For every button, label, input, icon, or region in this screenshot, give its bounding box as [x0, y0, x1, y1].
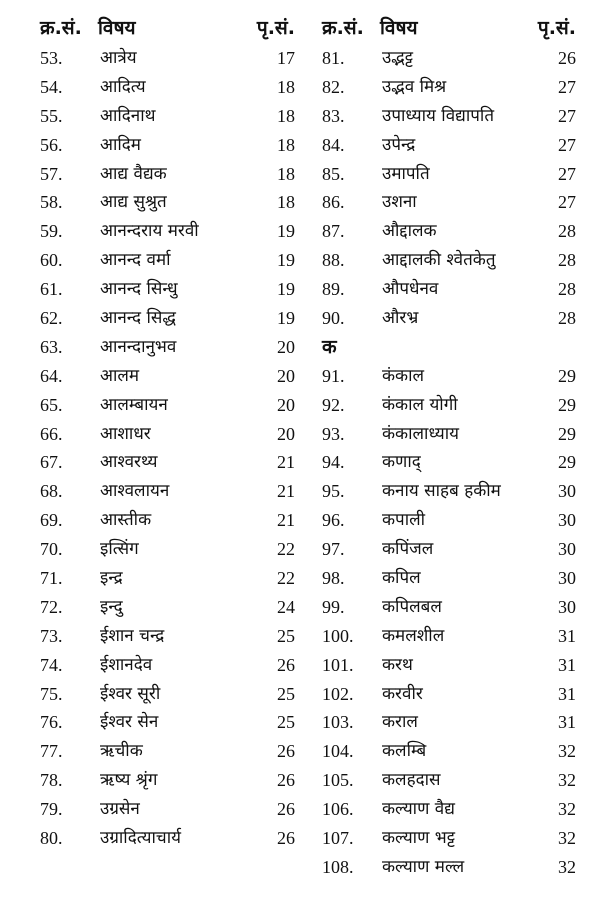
entry-page: 27 — [558, 163, 576, 184]
index-entry — [322, 73, 576, 102]
entry-subject: कलहदास — [382, 770, 441, 791]
entry-page: 22 — [277, 568, 295, 589]
index-entry — [322, 622, 576, 651]
entry-page: 18 — [277, 134, 295, 155]
entry-page: 19 — [277, 279, 295, 300]
entry-page: 28 — [558, 279, 576, 300]
entry-number: 57. — [40, 163, 63, 184]
entry-number: 59. — [40, 221, 63, 242]
entry-page: 29 — [558, 365, 576, 386]
entry-number: 80. — [40, 828, 63, 849]
subject-heading: विषय — [98, 17, 136, 39]
entry-number: 108. — [322, 856, 354, 877]
entry-subject: कमलशील — [382, 625, 445, 646]
entry-page: 30 — [558, 596, 576, 617]
index-entry — [322, 448, 576, 477]
entry-page: 30 — [558, 510, 576, 531]
entry-page: 26 — [277, 799, 295, 820]
index-column-left — [40, 14, 295, 853]
entry-number: 105. — [322, 770, 354, 791]
index-entry — [322, 737, 576, 766]
entry-subject: आदिम — [100, 134, 141, 155]
entry-page: 25 — [277, 625, 295, 646]
index-column-right — [322, 14, 576, 882]
entry-page: 26 — [277, 741, 295, 762]
entry-page: 27 — [558, 192, 576, 213]
section-heading — [322, 333, 576, 362]
entry-page: 30 — [558, 539, 576, 560]
index-entry — [40, 275, 295, 304]
entry-subject: आद्दालकी श्वेतकेतु — [382, 250, 496, 271]
index-entry — [40, 593, 295, 622]
index-entry — [40, 766, 295, 795]
entry-page: 19 — [277, 250, 295, 271]
index-entry — [322, 795, 576, 824]
index-entry — [40, 391, 295, 420]
entry-page: 17 — [277, 48, 295, 68]
entry-number: 60. — [40, 250, 63, 271]
index-entry — [40, 246, 295, 275]
index-entry — [322, 362, 576, 391]
entry-page: 32 — [558, 770, 576, 791]
index-entry — [40, 102, 295, 131]
index-entry — [40, 737, 295, 766]
entry-number: 100. — [322, 625, 354, 646]
entry-page: 21 — [277, 481, 295, 502]
index-entry — [40, 795, 295, 824]
entry-page: 30 — [558, 568, 576, 589]
entry-subject: कल्याण मल्ल — [382, 856, 465, 877]
entry-subject: आशाधर — [100, 423, 151, 444]
entry-page: 20 — [277, 423, 295, 444]
index-entry — [322, 188, 576, 217]
entry-number: 78. — [40, 770, 63, 791]
entry-subject: आश्वलायन — [100, 481, 170, 502]
entry-number: 87. — [322, 221, 345, 242]
index-entry — [40, 651, 295, 680]
entry-number: 97. — [322, 539, 345, 560]
entry-subject: आश्वरथ्य — [100, 452, 158, 473]
index-entry — [40, 131, 295, 160]
index-entry — [40, 535, 295, 564]
serial-heading: क्र.सं. — [40, 17, 82, 39]
entry-number: 64. — [40, 365, 63, 386]
entry-number: 65. — [40, 394, 63, 415]
entry-number: 62. — [40, 308, 63, 329]
entry-page: 24 — [277, 596, 295, 617]
entry-page: 25 — [277, 683, 295, 704]
entry-page: 28 — [558, 221, 576, 242]
entry-subject: उशना — [382, 192, 417, 213]
index-entry — [322, 131, 576, 160]
entry-number: 63. — [40, 336, 63, 357]
entry-number: 58. — [40, 192, 63, 213]
entry-page: 31 — [558, 712, 576, 733]
entry-number: 92. — [322, 394, 345, 415]
entry-number: 66. — [40, 423, 63, 444]
entry-subject: कपिंजल — [382, 539, 434, 560]
entry-page: 26 — [558, 48, 576, 68]
entry-number: 82. — [322, 76, 345, 97]
entry-number: 95. — [322, 481, 345, 502]
index-entry — [322, 217, 576, 246]
entry-number: 96. — [322, 510, 345, 531]
entry-number: 71. — [40, 568, 63, 589]
entry-number: 91. — [322, 365, 345, 386]
entry-page: 27 — [558, 105, 576, 126]
index-entry — [322, 275, 576, 304]
index-entry — [322, 853, 576, 882]
entry-number: 104. — [322, 741, 354, 762]
entry-number: 106. — [322, 799, 354, 820]
index-entry — [322, 824, 576, 853]
index-entry — [40, 160, 295, 189]
entry-number: 55. — [40, 105, 63, 126]
entry-page: 30 — [558, 481, 576, 502]
entry-number: 75. — [40, 683, 63, 704]
index-entry — [40, 477, 295, 506]
entry-subject: कलम्बि — [382, 741, 427, 762]
entry-number: 53. — [40, 48, 63, 68]
entry-subject: आनन्द सिन्धु — [100, 279, 178, 300]
entry-page: 29 — [558, 452, 576, 473]
entry-subject: कल्याण वैद्य — [382, 799, 455, 820]
entry-number: 94. — [322, 452, 345, 473]
entry-number: 85. — [322, 163, 345, 184]
entry-number: 84. — [322, 134, 345, 155]
entry-subject: औद्दालक — [382, 221, 437, 242]
index-entry — [40, 420, 295, 449]
entry-subject: उपेन्द्र — [382, 134, 416, 155]
entry-number: 70. — [40, 539, 63, 560]
entry-page: 21 — [277, 510, 295, 531]
entry-number: 76. — [40, 712, 63, 733]
entry-subject: ईशान चन्द्र — [100, 625, 165, 646]
index-entry — [322, 564, 576, 593]
entry-subject: औरभ्र — [382, 308, 419, 329]
entry-page: 28 — [558, 250, 576, 271]
entry-subject: ऋचीक — [100, 741, 143, 762]
entry-page: 31 — [558, 654, 576, 675]
entry-subject: इत्सिंग — [100, 539, 139, 560]
entry-subject: कल्याण भट्ट — [382, 828, 456, 849]
entry-subject: करवीर — [382, 683, 423, 704]
entry-subject: इन्द्र — [100, 568, 123, 589]
entry-number: 99. — [322, 596, 345, 617]
entry-number: 61. — [40, 279, 63, 300]
entry-number: 83. — [322, 105, 345, 126]
entry-subject: उद्भट्ट — [382, 48, 414, 68]
entry-subject: आलम्बायन — [100, 394, 168, 415]
entry-subject: ईश्वर सेन — [100, 712, 159, 733]
entry-page: 19 — [277, 308, 295, 329]
entry-subject: आनन्दानुभव — [100, 336, 177, 357]
index-entry — [40, 73, 295, 102]
index-entry — [40, 708, 295, 737]
entry-page: 21 — [277, 452, 295, 473]
index-entry — [40, 680, 295, 709]
entry-page: 32 — [558, 799, 576, 820]
entry-number: 73. — [40, 625, 63, 646]
entry-subject: उमापति — [382, 163, 430, 184]
entry-subject: कंकाल योगी — [382, 394, 458, 415]
page-heading: पृ.सं. — [256, 17, 295, 39]
entry-page: 18 — [277, 163, 295, 184]
entry-page: 32 — [558, 828, 576, 849]
entry-page: 31 — [558, 625, 576, 646]
entry-number: 68. — [40, 481, 63, 502]
entry-number: 103. — [322, 712, 354, 733]
entry-number: 69. — [40, 510, 63, 531]
index-entry — [40, 564, 295, 593]
entry-subject: आनन्द वर्मा — [100, 250, 171, 271]
entry-page: 26 — [277, 770, 295, 791]
entry-number: 98. — [322, 568, 345, 589]
entry-number: 90. — [322, 308, 345, 329]
entry-subject: आद्य वैद्यक — [100, 163, 167, 184]
entry-subject: आस्तीक — [100, 510, 152, 531]
index-entry — [40, 304, 295, 333]
column-header — [40, 14, 295, 44]
entry-subject: उद्भव मिश्र — [382, 76, 447, 97]
index-entry — [322, 766, 576, 795]
serial-heading: क्र.सं. — [322, 17, 364, 39]
entry-number: 102. — [322, 683, 354, 704]
entry-page: 26 — [277, 828, 295, 849]
entry-subject: आद्य सुश्रुत — [100, 192, 167, 213]
index-entry — [40, 824, 295, 853]
entry-page: 19 — [277, 221, 295, 242]
subject-heading: विषय — [380, 17, 418, 39]
entry-page: 20 — [277, 365, 295, 386]
entry-subject: आलम — [100, 365, 140, 386]
entry-subject: उपाध्याय विद्यापति — [382, 105, 495, 126]
entry-number: 67. — [40, 452, 63, 473]
entry-page: 31 — [558, 683, 576, 704]
index-entry — [40, 622, 295, 651]
section-letter: क — [322, 335, 337, 358]
entry-number: 72. — [40, 596, 63, 617]
entry-number: 93. — [322, 423, 345, 444]
index-entry — [322, 102, 576, 131]
entry-subject: ईशानदेव — [100, 654, 153, 675]
entry-page: 22 — [277, 539, 295, 560]
entry-page: 18 — [277, 192, 295, 213]
index-entry — [322, 680, 576, 709]
entry-subject: ईश्वर सूरी — [100, 683, 161, 704]
index-entry — [40, 333, 295, 362]
entry-subject: आदित्य — [100, 76, 146, 97]
entry-page: 32 — [558, 741, 576, 762]
entry-subject: करथ — [382, 654, 413, 675]
index-entry — [322, 246, 576, 275]
entry-page: 29 — [558, 394, 576, 415]
index-entry — [40, 217, 295, 246]
entry-number: 89. — [322, 279, 345, 300]
entry-number: 81. — [322, 48, 345, 68]
entry-subject: ऋष्य श्रृंग — [100, 770, 158, 791]
entry-subject: उग्रादित्याचार्य — [100, 828, 181, 849]
entry-number: 56. — [40, 134, 63, 155]
entry-page: 32 — [558, 856, 576, 877]
entry-subject: कंकालाध्याय — [382, 423, 459, 444]
entry-page: 27 — [558, 76, 576, 97]
entry-subject: कणाद् — [382, 452, 421, 473]
entry-page: 18 — [277, 105, 295, 126]
entry-page: 27 — [558, 134, 576, 155]
index-entry — [322, 593, 576, 622]
entry-number: 101. — [322, 654, 354, 675]
index-entry — [322, 44, 576, 73]
entry-subject: आत्रेय — [100, 48, 137, 68]
index-entry — [322, 477, 576, 506]
entry-number: 107. — [322, 828, 354, 849]
index-entry — [40, 448, 295, 477]
entry-page: 25 — [277, 712, 295, 733]
entry-subject: आनन्द सिद्ध — [100, 308, 176, 329]
index-entry — [322, 420, 576, 449]
index-entry — [322, 506, 576, 535]
entry-subject: कंकाल — [382, 365, 425, 386]
index-entry — [322, 535, 576, 564]
entry-page: 20 — [277, 336, 295, 357]
entry-subject: कराल — [382, 712, 418, 733]
entry-page: 29 — [558, 423, 576, 444]
entries-left — [40, 44, 295, 853]
entry-subject: कपिलबल — [382, 596, 442, 617]
entry-subject: कनाय साहब हकीम — [382, 481, 501, 502]
index-entry — [322, 160, 576, 189]
entry-number: 74. — [40, 654, 63, 675]
entry-subject: इन्दु — [100, 596, 123, 617]
entries-right-b — [322, 362, 576, 882]
index-entry — [40, 188, 295, 217]
entry-subject: आनन्दराय मरवी — [100, 221, 199, 242]
entries-right-a — [322, 44, 576, 333]
entry-subject: औपधेनव — [382, 279, 439, 300]
index-entry — [40, 44, 295, 73]
index-entry — [40, 506, 295, 535]
index-entry — [322, 651, 576, 680]
entry-subject: कपिल — [382, 568, 421, 589]
entry-number: 79. — [40, 799, 63, 820]
entry-page: 26 — [277, 654, 295, 675]
entry-page: 28 — [558, 308, 576, 329]
entry-page: 20 — [277, 394, 295, 415]
entry-number: 88. — [322, 250, 345, 271]
entry-subject: उग्रसेन — [100, 799, 140, 820]
entry-number: 86. — [322, 192, 345, 213]
entry-subject: कपाली — [382, 510, 426, 531]
entry-number: 77. — [40, 741, 63, 762]
index-entry — [322, 708, 576, 737]
entry-page: 18 — [277, 76, 295, 97]
index-entry — [322, 391, 576, 420]
column-header — [322, 14, 576, 44]
index-entry — [322, 304, 576, 333]
index-entry — [40, 362, 295, 391]
entry-subject: आदिनाथ — [100, 105, 156, 126]
page-heading: पृ.सं. — [537, 17, 576, 39]
entry-number: 54. — [40, 76, 63, 97]
